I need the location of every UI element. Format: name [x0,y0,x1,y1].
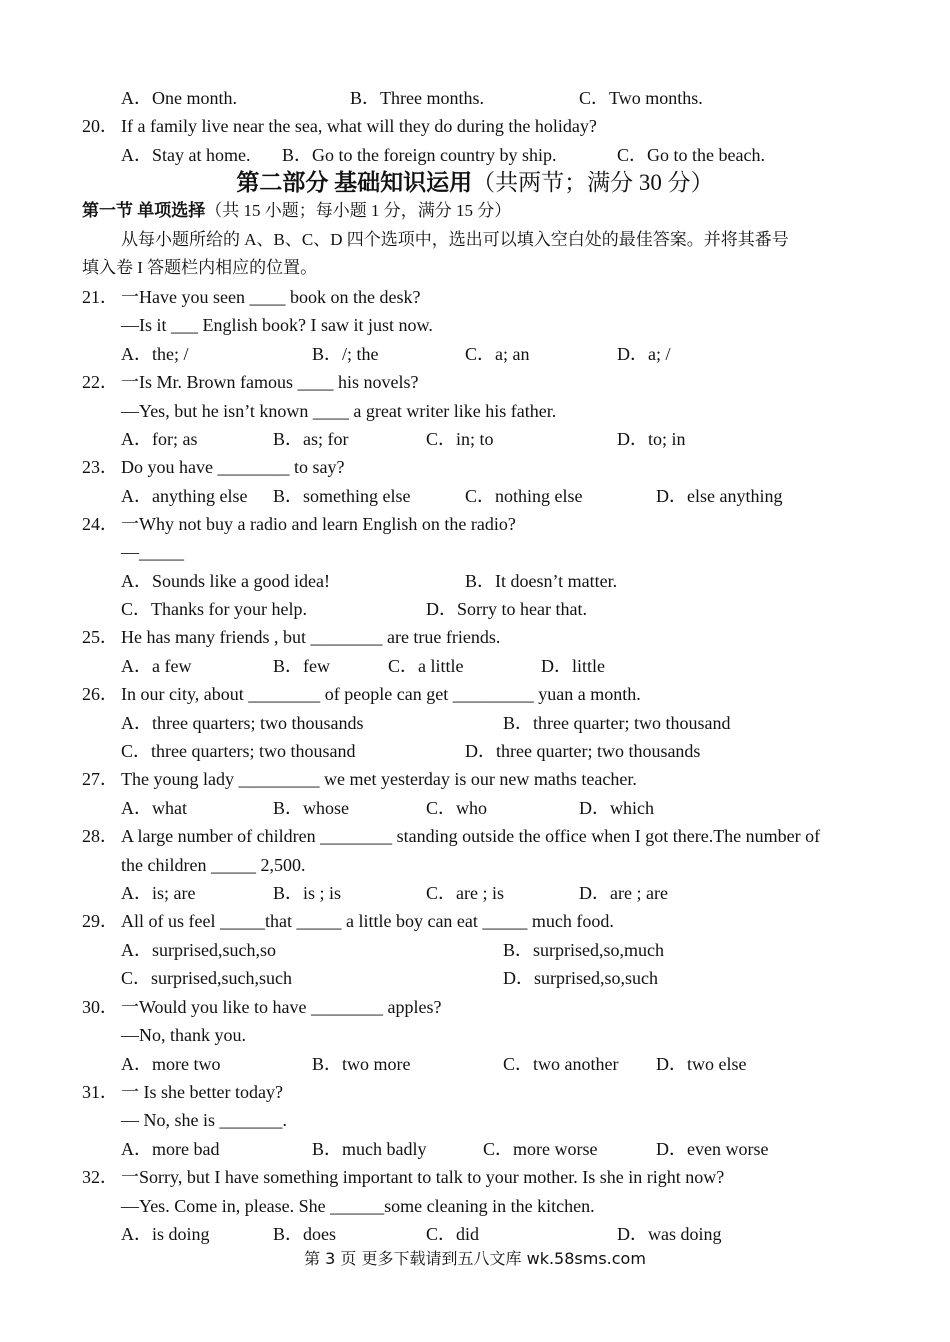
option-c: C．did [426,1224,480,1244]
option-b: B．does [273,1224,336,1244]
option-c: C．a little [388,656,464,676]
question-line: The young lady _________ we met yesterday is our new maths teacher. [121,769,637,789]
option-d: D．three quarter; two thousands [465,741,701,761]
q19-option-a: A．One month. [121,88,237,108]
option-c: C．more worse [483,1139,598,1159]
q19-option-b: B．Three months. [350,88,484,108]
option-b: B．much badly [312,1139,427,1159]
option-b: B．few [273,656,330,676]
option-c: C．in; to [426,429,494,449]
question-number: 32． [82,1167,118,1187]
option-a: A．more two [121,1054,221,1074]
question-line: the children _____ 2,500. [121,855,306,875]
question-line: He has many friends , but ________ are true friends. [121,627,501,647]
question-number: 28． [82,826,118,846]
question-line: —Yes, but he isn’t known ____ a great writer like his father. [121,401,557,421]
option-a: A．Sounds like a good idea! [121,571,330,591]
instruction-line-1: 从每小题所给的 A、B、C、D 四个选项中，选出可以填入空白处的最佳答案。并将其番号 [121,230,789,249]
question-number: 21． [82,287,118,307]
question-number: 24． [82,514,118,534]
instruction-line-2: 填入卷 I 答题栏内相应的位置。 [82,258,318,277]
question-number: 30． [82,997,118,1017]
page-footer: 第 3 页 更多下载请到五八文库 wk.58sms.com [304,1249,646,1268]
part2-title-rest: （共两节；满分 30 分） [472,170,714,195]
question-number: 26． [82,684,118,704]
section1-heading-bold: 第一节 单项选择 [82,201,206,220]
question-line: 一Sorry, but I have something important to talk to your mother. Is she in right now? [121,1167,725,1187]
question-number: 22． [82,372,118,392]
question-line: A large number of children ________ standing outside the office when I got there.The number of [121,826,821,846]
option-d: D．a; / [617,344,671,364]
option-c: C．a; an [465,344,530,364]
option-d: D．was doing [617,1224,722,1244]
option-b: B．two more [312,1054,411,1074]
q20-option-c: C．Go to the beach. [617,145,765,165]
option-b: B．whose [273,798,349,818]
option-d: D．else anything [656,486,783,506]
option-a: A．what [121,798,187,818]
option-d: D．to; in [617,429,686,449]
option-b: B．surprised,so,much [503,940,664,960]
option-a: A．the; / [121,344,189,364]
question-number: 29． [82,911,118,931]
option-b: B．as; for [273,429,349,449]
part2-title [0,169,950,197]
option-d: D．even worse [656,1139,769,1159]
question-number: 23． [82,457,118,477]
q20-stem: If a family live near the sea, what will they do during the holiday? [121,116,597,136]
option-c: C．nothing else [465,486,583,506]
option-a: A．three quarters; two thousands [121,713,364,733]
question-line: All of us feel _____that _____ a little boy can eat _____ much food. [121,911,614,931]
option-d: D．Sorry to hear that. [426,599,587,619]
option-a: A．anything else [121,486,248,506]
option-c: C．three quarters; two thousand [121,741,356,761]
section1-heading [82,200,511,222]
option-d: D．surprised,so,such [503,968,658,988]
question-line: — No, she is _______. [121,1110,287,1130]
question-line: 一Why not buy a radio and learn English on the radio? [121,514,516,534]
option-a: A．for; as [121,429,198,449]
q20-option-a: A．Stay at home. [121,145,251,165]
option-b: B．something else [273,486,411,506]
option-c: C．are ; is [426,883,504,903]
option-d: D．are ; are [579,883,668,903]
option-a: A．surprised,such,so [121,940,276,960]
option-d: D．two else [656,1054,747,1074]
question-line: 一Have you seen ____ book on the desk? [121,287,421,307]
question-line: 一 Is she better today? [121,1082,283,1102]
option-d: D．which [579,798,654,818]
question-number: 25． [82,627,118,647]
option-b: B．is ; is [273,883,342,903]
option-a: A．is; are [121,883,196,903]
question-line: —_____ [121,542,184,562]
option-c: C．surprised,such,such [121,968,292,988]
question-line: 一Is Mr. Brown famous ____ his novels? [121,372,419,392]
option-b: B．three quarter; two thousand [503,713,731,733]
option-a: A．a few [121,656,192,676]
question-line: 一Would you like to have ________ apples? [121,997,442,1017]
q20-number: 20． [82,116,118,136]
question-line: In our city, about ________ of people can get _________ yuan a month. [121,684,641,704]
option-b: B．/; the [312,344,379,364]
option-c: C．Thanks for your help. [121,599,307,619]
question-line: —Is it ___ English book? I saw it just now. [121,315,433,335]
option-d: D．little [541,656,605,676]
section1-heading-rest: （共 15 小题；每小题 1 分，满分 15 分） [205,201,512,220]
question-line: —Yes. Come in, please. She ______some cleaning in the kitchen. [121,1196,595,1216]
q19-option-c: C．Two months. [579,88,703,108]
q20-option-b: B．Go to the foreign country by ship. [282,145,557,165]
option-c: C．two another [503,1054,619,1074]
option-b: B．It doesn’t matter. [465,571,618,591]
part2-title-bold: 第二部分 基础知识运用 [236,170,473,195]
option-c: C．who [426,798,488,818]
question-line: —No, thank you. [121,1025,246,1045]
question-number: 31． [82,1082,118,1102]
question-line: Do you have ________ to say? [121,457,345,477]
question-number: 27． [82,769,118,789]
option-a: A．is doing [121,1224,210,1244]
option-a: A．more bad [121,1139,220,1159]
